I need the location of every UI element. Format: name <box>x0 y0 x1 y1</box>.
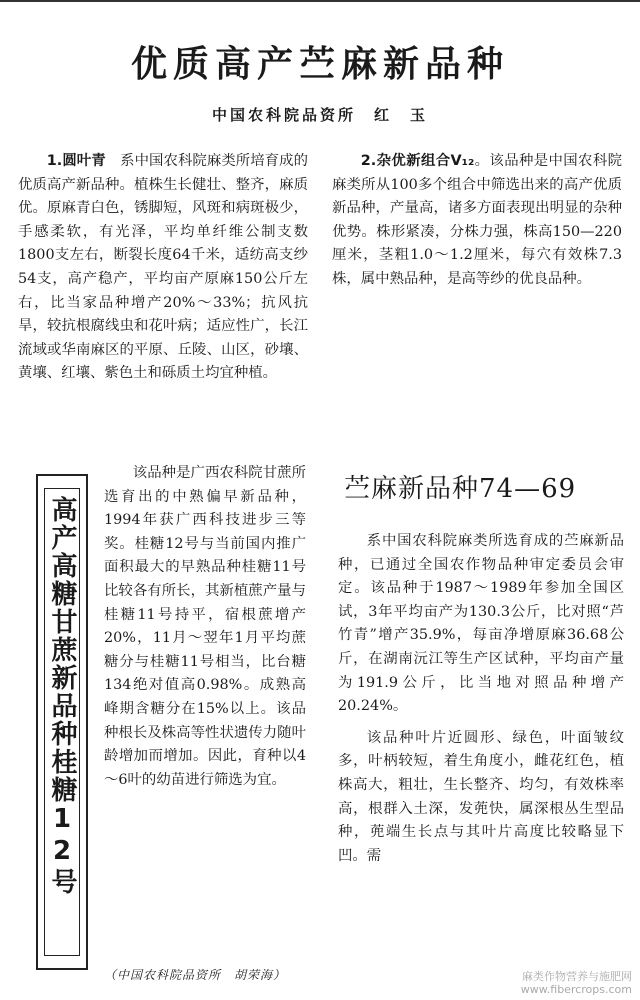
item1-label: 1.圆叶青 <box>46 153 106 169</box>
article2-paragraph: 该品种是广西农科院甘蔗所选育出的中熟偏早新品种，1994年获广西科技进步三等奖。桂糖12号与当前国内推广面积最大的早熟品种桂糖11号比较各有所长，其新植蔗产量与桂糖11号持平，宿根蔗增产20%，11月～翌年1月平均蔗糖分与桂糖11号相当，比台糖134绝对值高0.98%。成熟高峰期含糖分在15%以上。该品种根长及株高等性状遗传力随叶龄增加而增加。因此，育种以4～6叶的幼苗进行筛选为宜。 <box>104 465 306 788</box>
item1-paragraph <box>18 150 308 386</box>
article2-credit: （中国农科院品资所 胡荣海） <box>104 968 287 982</box>
item1-text: 系中国农科院麻类所培育成的优质高产新品种。植株生长健壮、整齐，麻质优。原麻青白色，锈脚短，风斑和病斑极少，手感柔软，有光泽，平均单纤维公制支数1800支左右，断裂长度64千米，适纺高支纱54支，高产稳产，平均亩产原麻150公斤左右，比当家品种增产20%～33%；抗风抗旱，较抗根腐线虫和花叶病；适应性广，长江流域或华南麻区的平原、丘陵、山区，砂壤、黄壤、红壤、紫色土和砾质土均宜种植。 <box>18 153 308 382</box>
article2-title: 高产高糖甘蔗新品种桂糖12号 <box>47 496 77 896</box>
page-title: 优质高产苎麻新品种 <box>130 44 509 85</box>
article1-column-right <box>332 150 622 292</box>
item2-text: 。该品种是中国农科院麻类所从100多个组合中筛选出来的高产优质新品种，产量高，诸多方面表现出明显的杂种优势。株形紧凑，分株力强，株高150—220厘米，茎粗1.0～1.2厘米，每穴有效株7.3株，属中熟品种，是高等纱的优良品种。 <box>332 153 622 287</box>
article3-paragraph-2: 该品种叶片近圆形、绿色，叶面皱纹多，叶柄较短，着生角度小，雌花红色，植株高大，粗壮，生长整齐、均匀，有效株率高，根群入土深，发蔸快，属深根丛生型品种，蔸端生长点与其叶片高度比较略显下凹。需 <box>338 729 624 864</box>
article1-column-left <box>18 150 308 386</box>
item2-label: 2.杂优新组合V₁₂ <box>360 153 475 169</box>
article2-title-box <box>36 474 88 970</box>
article3-title: 苎麻新品种74—69 <box>344 474 577 504</box>
article2-body <box>104 462 306 792</box>
item2-paragraph <box>332 150 622 292</box>
article3-paragraph-1: 系中国农科院麻类所选育成的苎麻新品种，已通过全国农作物品种审定委员会审定。该品种于1987～1989年参加全国区试，3年平均亩产为130.3公斤，比对照“芦竹青”增产35.9%，每亩净增原麻36.68公斤，在湖南沅江等生产区试种，平均亩产量为191.9公斤，比当地对照品种增产20.24%。 <box>338 533 624 715</box>
article3-body <box>338 530 624 868</box>
byline: 中国农科院品资所 红 玉 <box>211 106 428 124</box>
watermark-line-1: 麻类作物营养与施肥网 <box>522 970 632 983</box>
watermark <box>512 970 632 996</box>
top-rule <box>0 0 640 2</box>
watermark-line-2: www.fibercrops.com <box>520 983 632 996</box>
